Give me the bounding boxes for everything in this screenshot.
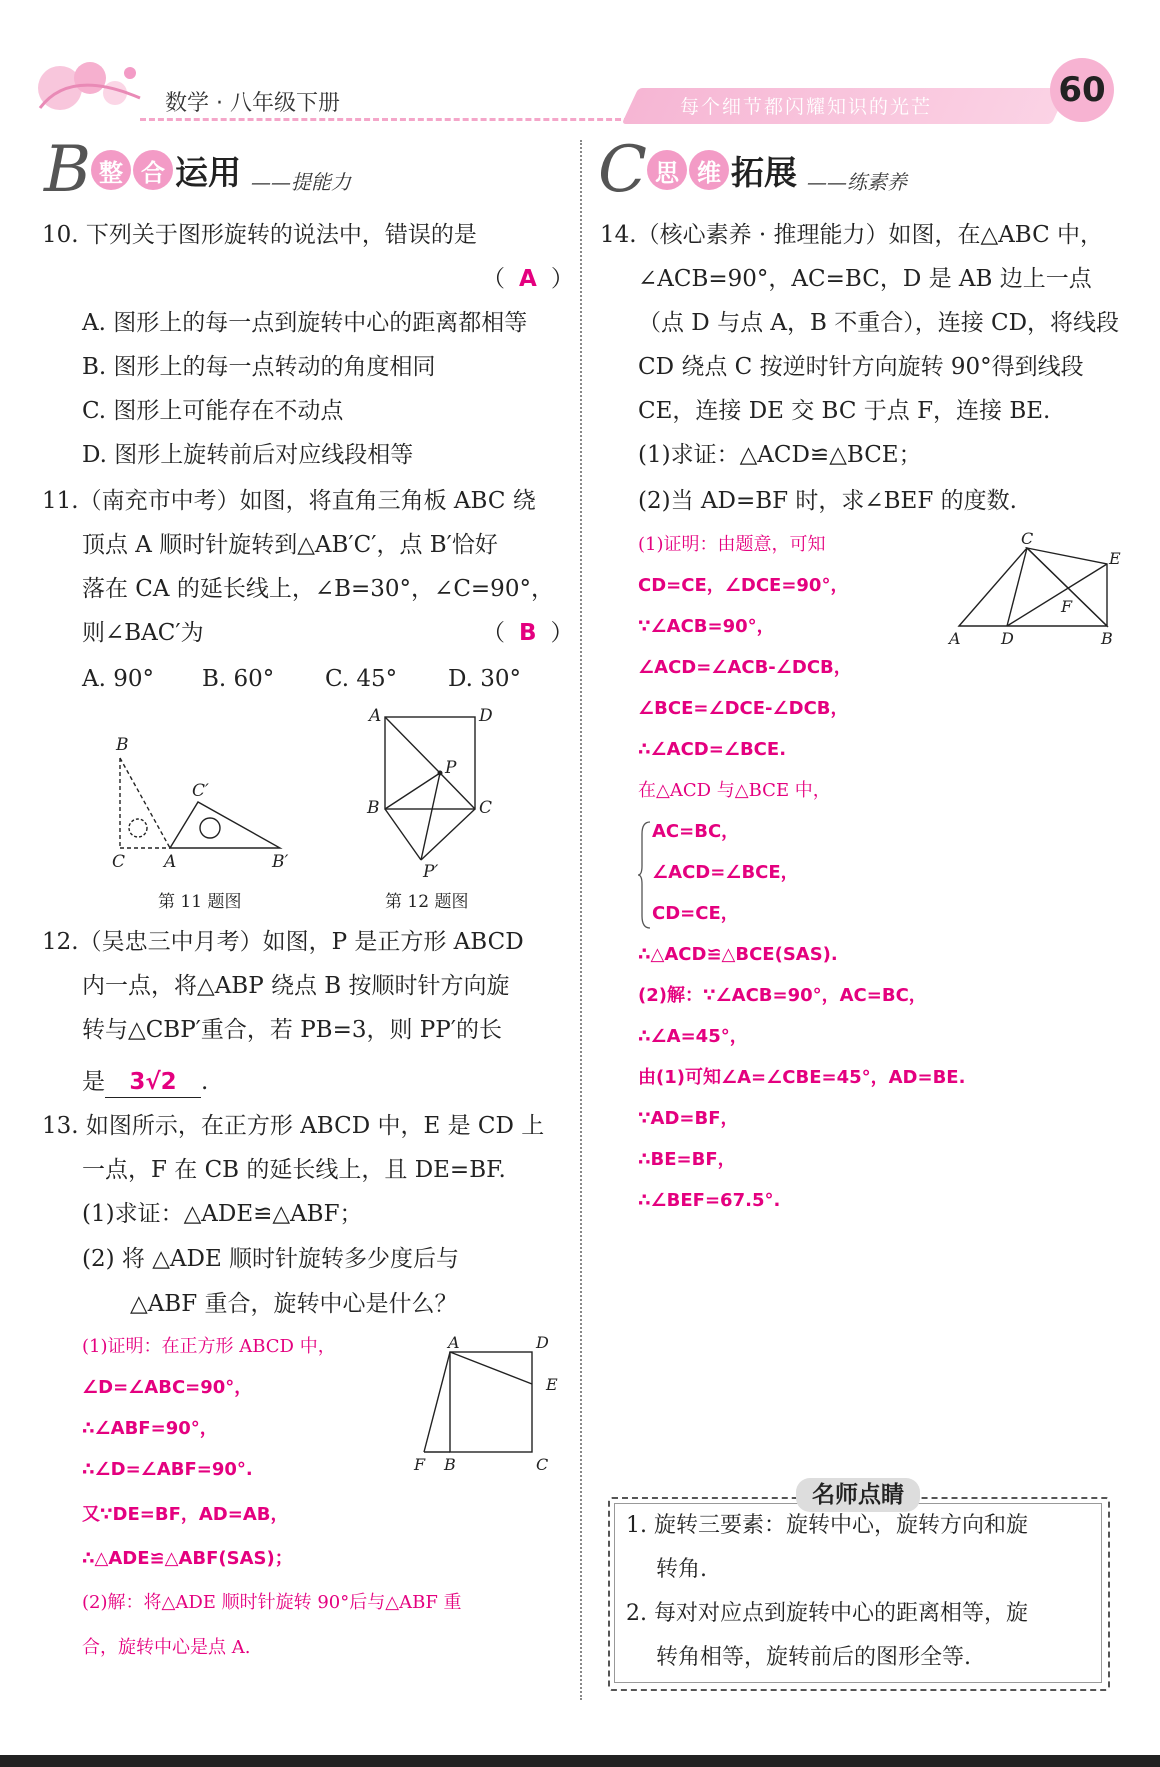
section-b-bubble-1: 整 [91,150,131,190]
q10-open: （ [482,266,505,292]
tips-line-1: 1. 旋转三要素：旋转中心，旋转方向和旋 [626,1513,1028,1538]
figure-12-caption: 第 12 题图 [385,892,469,912]
q14-line-2: ∠ACB=90°，AC=BC，D 是 AB 边上一点 [638,266,1092,292]
q13-line-5: △ABF 重合，旋转中心是什么？ [130,1291,458,1317]
q11-line-4: 则∠BAC′为 [82,620,204,646]
section-b-sub: ——提能力 [251,169,352,194]
q14-sol-15: ∵AD=BF， [638,1108,739,1129]
bottom-bar [0,1755,1160,1767]
q14-sol-2: CD=CE，∠DCE=90°， [638,575,849,596]
section-b-letter: B [44,133,92,207]
q14-sol-8: AC=BC， [652,821,740,842]
section-c-sub: ——练素养 [806,169,907,194]
fig13-label-d: D [536,1333,549,1352]
q14-sol-16: ∴BE=BF， [638,1149,736,1170]
q10-option-b: B. 图形上的每一点转动的角度相同 [82,354,436,380]
q12-line-1: 12.（吴忠三中月考）如图，P 是正方形 ABCD [42,929,524,955]
flower-ornament [30,48,150,128]
fig14-label-e: E [1109,549,1121,568]
fig12-label-c: C [479,798,493,818]
fig11-label-b: B [116,735,129,755]
q13-sol-3: ∴∠ABF=90°， [82,1418,218,1439]
tips-line-2: 转角. [656,1557,707,1582]
q13-sol-5: 又∵DE=BF，AD=AB， [82,1504,289,1525]
q10-answer-bracket [482,257,574,301]
tips-line-4: 转角相等，旋转前后的图形全等. [656,1645,971,1670]
fig14-label-a: A [949,629,961,648]
q12-line-2: 内一点，将△ABP 绕点 B 按顺时针方向旋 [82,973,510,999]
fig11-label-b1: B′ [272,852,289,870]
section-c-bubble-1: 思 [647,150,687,190]
q11-answer-bracket [482,611,574,655]
q13-sol-7: (2)解：将△ADE 顺时针旋转 90°后与△ABF 重 [82,1592,462,1613]
fig14-label-b: B [1101,629,1113,648]
q12-suffix: . [201,1069,209,1095]
q14-sol-12: (2)解：∵∠ACB=90°，AC=BC， [638,985,927,1006]
book-title: 数学 · 八年级下册 [165,91,340,116]
figure-11-caption: 第 11 题图 [158,892,242,912]
q14-sol-6: ∴∠ACD=∠BCE. [638,739,787,760]
header-dash-line [140,118,630,121]
section-b-bubble-2: 合 [133,150,173,190]
section-b-header [44,133,352,207]
fig13-label-f: F [414,1455,426,1474]
q10-close: ） [550,266,574,292]
q13-sol-1: (1)证明：在正方形 ABCD 中， [82,1336,336,1357]
header-slogan: 每个细节都闪耀知识的光芒 [680,96,933,118]
q13-sol-4: ∴∠D=∠ABF=90°. [82,1459,253,1480]
q14-sol-10: CD=CE， [652,903,739,924]
q10-answer: A [519,266,537,292]
q11-option-a: A. 90° [82,666,154,692]
q14-sol-9: ∠ACD=∠BCE， [652,862,799,883]
fig12-label-p1: P′ [423,862,439,880]
fig12-label-p: P [445,758,457,778]
figure-13 [410,1330,570,1475]
q14-line-3: （点 D 与点 A，B 不重合），连接 CD，将线段 [638,310,1120,336]
q14-brace [638,820,652,930]
figure-14 [945,528,1125,650]
tips-line-3: 2. 每对对应点到旋转中心的距离相等，旋 [626,1601,1028,1626]
fig11-label-a: A [164,852,177,870]
section-c-letter: C [598,133,647,207]
q13-line-3: (1)求证：△ADE≌△ABF； [82,1201,363,1227]
q13-sol-2: ∠D=∠ABC=90°， [82,1377,253,1398]
fig12-label-a: A [369,706,382,726]
q11-answer: B [519,620,537,646]
fig13-label-e: E [546,1375,558,1394]
q14-sol-5: ∠BCE=∠DCE-∠DCB， [638,698,849,719]
section-c-bubble-2: 维 [689,150,729,190]
q11-option-c: C. 45° [325,666,398,692]
section-b-name: 运用 [175,152,242,192]
q14-sol-1: (1)证明：由题意，可知 [638,534,826,555]
q12-line-3: 转与△CBP′重合，若 PB=3，则 PP′的长 [82,1017,502,1043]
q13-line-2: 一点，F 在 CB 的延长线上，且 DE=BF. [82,1157,506,1183]
q11-line-2: 顶点 A 顺时针旋转到△AB′C′，点 B′恰好 [82,532,498,558]
figure-11 [100,730,300,870]
q14-sol-7: 在△ACD 与△BCE 中， [638,780,831,801]
q10-option-d: D. 图形上旋转前后对应线段相等 [82,442,414,468]
q11-open: （ [482,620,505,646]
q14-line-5: CE，连接 DE 交 BC 于点 F，连接 BE. [638,398,1051,424]
q12-prefix: 是 [82,1069,105,1095]
page-number: 60 [1050,58,1114,122]
fig11-label-c1: C′ [192,781,209,801]
q11-option-d: D. 30° [448,666,522,692]
q14-sol-14: 由(1)可知∠A=∠CBE=45°，AD=BE. [638,1067,966,1088]
q14-line-1: 14.（核心素养 · 推理能力）如图，在△ABC 中， [600,222,1104,248]
fig11-label-c: C [112,852,126,870]
q14-line-7: (2)当 AD=BF 时，求∠BEF 的度数. [638,488,1017,514]
fig13-label-a: A [448,1333,460,1352]
q14-sol-13: ∴∠A=45°， [638,1026,748,1047]
q11-option-b: B. 60° [202,666,275,692]
q12-answer: 3√2 [105,1067,201,1098]
fig13-label-b: B [444,1455,456,1474]
q14-sol-11: ∴△ACD≌△BCE(SAS). [638,944,838,965]
q10-option-c: C. 图形上可能存在不动点 [82,398,344,424]
q13-sol-6: ∴△ADE≌△ABF(SAS)； [82,1548,293,1569]
fig14-label-c: C [1021,529,1034,548]
q14-sol-4: ∠ACD=∠ACB-∠DCB， [638,657,852,678]
q13-sol-8: 合，旋转中心是点 A. [82,1637,251,1658]
q13-line-4: (2) 将 △ADE 顺时针旋转多少度后与 [82,1246,460,1272]
fig12-label-b: B [367,798,380,818]
q10-option-a: A. 图形上的每一点到旋转中心的距离都相等 [82,310,528,336]
fig14-label-d: D [1001,629,1014,648]
q11-close: ） [550,620,574,646]
q14-line-6: (1)求证：△ACD≌△BCE； [638,442,922,468]
section-c-name: 拓展 [730,152,797,192]
section-c-header [598,133,907,207]
q11-line-1: 11.（南充市中考）如图，将直角三角板 ABC 绕 [42,488,536,514]
q14-sol-17: ∴∠BEF=67.5°. [638,1190,781,1211]
tips-title: 名师点睛 [796,1478,920,1512]
fig13-label-c: C [536,1455,549,1474]
q14-line-4: CD 绕点 C 按逆时针方向旋转 90°得到线段 [638,354,1084,380]
fig14-label-f: F [1061,597,1073,616]
q13-line-1: 13. 如图所示，在正方形 ABCD 中，E 是 CD 上 [42,1113,545,1139]
column-divider [580,140,582,1700]
q12-line-4 [82,1060,208,1104]
q10-stem: 10. 下列关于图形旋转的说法中，错误的是 [42,222,477,248]
q14-sol-3: ∵∠ACB=90°， [638,616,775,637]
fig12-label-d: D [479,706,493,726]
figure-12 [365,705,505,880]
q11-line-3: 落在 CA 的延长线上，∠B=30°，∠C=90°， [82,576,554,602]
